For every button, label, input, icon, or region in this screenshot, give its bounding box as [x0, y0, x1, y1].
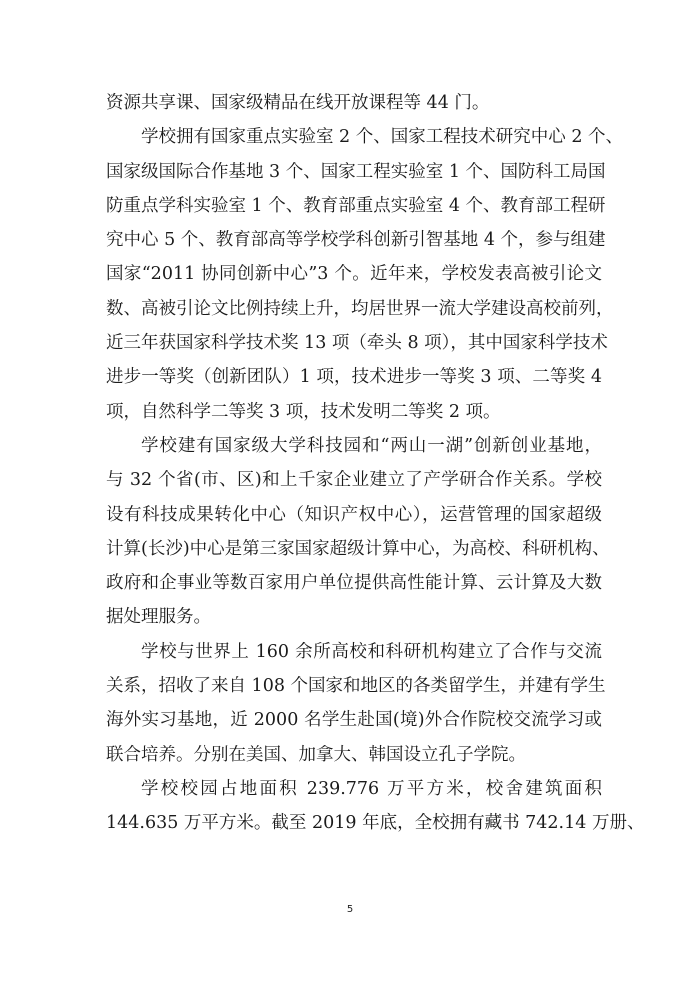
page-number: 5 — [346, 904, 354, 915]
body-text — [106, 86, 645, 841]
paragraph — [106, 635, 606, 772]
text-line: 海外实习基地，近 2000 名学生赴国(境)外合作院校交流学习或 — [106, 710, 602, 731]
paragraph — [106, 772, 645, 841]
text-line: 设有科技成果转化中心（知识产权中心），运营管理的国家超级 — [106, 504, 602, 525]
text-line: 资源共享课、国家级精品在线开放课程等 44 门。 — [106, 93, 490, 113]
text-line: 联合培养。分别在美国、加拿大、韩国设立孔子学院。 — [106, 744, 526, 765]
text-line: 学校建有国家级大学科技园和“两山一湖”创新创业基地， — [141, 435, 602, 456]
paragraph — [106, 86, 602, 120]
text-line: 国家“2011 协同创新中心”3 个。近年来，学校发表高被引论文 — [106, 264, 602, 285]
paragraph — [106, 120, 624, 429]
text-line: 学校与世界上 160 余所高校和科研机构建立了合作与交流 — [141, 641, 602, 662]
text-line: 近三年获国家科学技术奖 13 项（牵头 8 项），其中国家科学技术 — [106, 333, 608, 354]
text-line: 项，自然科学二等奖 3 项，技术发明二等奖 2 项。 — [106, 401, 501, 422]
text-line: 究中心 5 个、教育部高等学校学科创新引智基地 4 个，参与组建 — [106, 230, 606, 251]
paragraph — [106, 429, 610, 635]
text-line: 国家级国际合作基地 3 个、国家工程实验室 1 个、国防科工局国 — [106, 161, 606, 182]
text-line: 政府和企事业等数百家用户单位提供高性能计算、云计算及大数 — [106, 573, 602, 594]
text-line: 进步一等奖（创新团队）1 项，技术进步一等奖 3 项、二等奖 4 — [106, 367, 602, 388]
text-line: 144.635 万平方米。截至 2019 年底，全校拥有藏书 742.14 万册、 — [106, 813, 645, 834]
text-line: 据处理服务。 — [106, 607, 211, 628]
text-line: 与 32 个省(市、区)和上千家企业建立了产学研合作关系。学校 — [106, 470, 602, 491]
text-line: 数、高被引论文比例持续上升，均居世界一流大学建设高校前列， — [106, 298, 614, 319]
text-line: 计算(长沙)中心是第三家国家超级计算中心，为高校、科研机构、 — [106, 538, 610, 559]
text-line: 学校拥有国家重点实验室 2 个、国家工程技术研究中心 2 个、 — [141, 127, 624, 148]
text-line: 防重点学科实验室 1 个、教育部重点实验室 4 个、教育部工程研 — [106, 195, 606, 216]
text-line: 学校校园占地面积 239.776 万平方米，校舍建筑面积 — [141, 778, 602, 799]
text-line: 关系，招收了来自 108 个国家和地区的各类留学生，并建有学生 — [106, 676, 606, 697]
